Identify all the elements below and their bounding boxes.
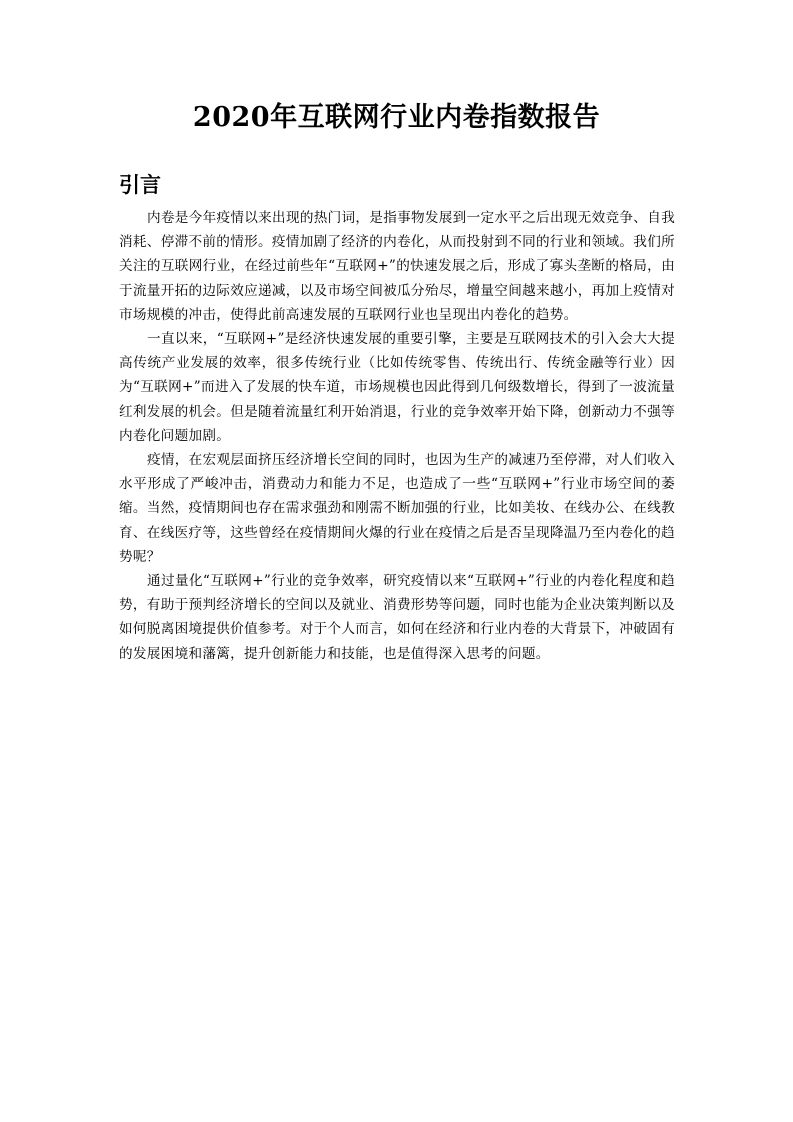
document-title: 2020年互联网行业内卷指数报告 xyxy=(192,102,601,133)
paragraph: 一直以来，“互联网+”是经济快速发展的重要引擎，主要是互联网技术的引入会大大提高传统产业发展的效率，很多传统行业（比如传统零售、传统出行、传统金融等行业）因为“互联网+”而进入了发展的快车道，市场规模也因此得到几何级数增长，得到了一波流量红利发展的机会。但是随着流量红利开始消退，行业的竞争效率开始下降，创新动力不强等内卷化问题加剧。 xyxy=(119,331,675,444)
paragraph: 通过量化“互联网+”行业的竞争效率，研究疫情以来“互联网+”行业的内卷化程度和趋势，有助于预判经济增长的空间以及就业、消费形势等问题，同时也能为企业决策判断以及如何脱离困境提供价值参考。对于个人而言，如何在经济和行业内卷的大背景下，冲破固有的发展困境和藩篱，提升创新能力和技能，也是值得深入思考的问题。 xyxy=(119,573,675,662)
paragraph: 内卷是今年疫情以来出现的热门词，是指事物发展到一定水平之后出现无效竞争、自我消耗、停滞不前的情形。疫情加剧了经济的内卷化，从而投射到不同的行业和领域。我们所关注的互联网行业，在经过前些年“互联网+”的快速发展之后，形成了寡头垄断的格局，由于流量开拓的边际效应递减，以及市场空间被瓜分殆尽，增量空间越来越小，再加上疫情对市场规模的冲击，使得此前高速发展的互联网行业也呈现出内卷化的趋势。 xyxy=(119,210,675,323)
paragraph: 疫情，在宏观层面挤压经济增长空间的同时，也因为生产的减速乃至停滞，对人们收入水平形成了严峻冲击，消费动力和能力不足，也造成了一些“互联网+”行业市场空间的萎缩。当然，疫情期间也存在需求强劲和刚需不断加强的行业，比如美妆、在线办公、在线教育、在线医疗等，这些曾经在疫情期间火爆的行业在疫情之后是否呈现降温乃至内卷化的趋势呢？ xyxy=(119,452,675,565)
section-heading-introduction: 引言 xyxy=(119,173,161,197)
body-text xyxy=(119,206,675,666)
